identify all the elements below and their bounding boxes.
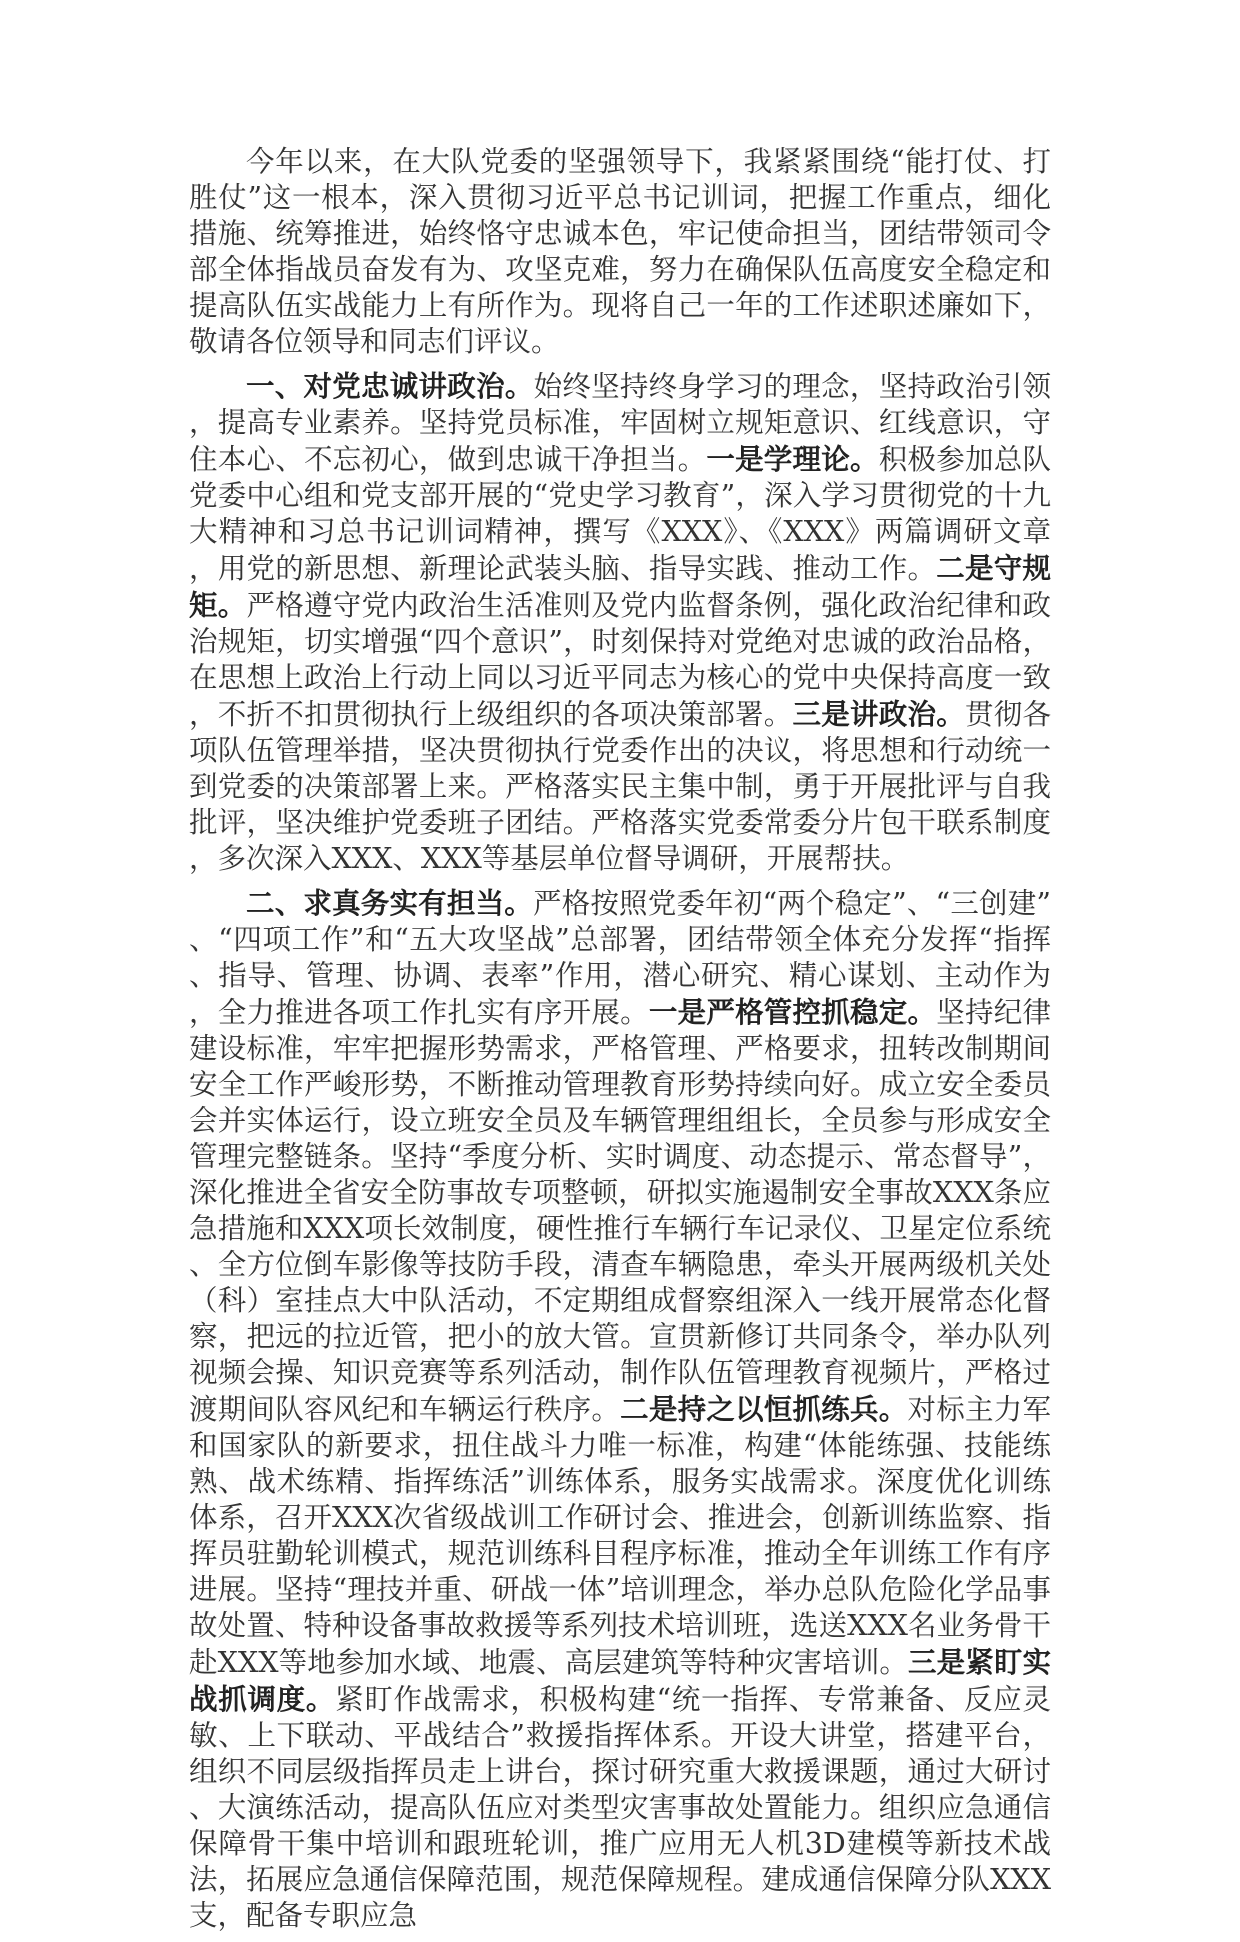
intro-paragraph — [189, 144, 1051, 360]
document-body — [189, 144, 1051, 1942]
section-2-point-3-text: 紧盯作战需求，积极构建“统一指挥、专常兼备、反应灵敏、上下联动、平战结合”救援指挥体系。开设大讲堂，搭建平台，组织不同层级指挥员走上讲台，探讨研究重大救援课题，通过大研讨、大演练活动，提高队伍应对类型灾害事故处置能力。组织应急通信保障骨干集中培训和跟班轮训，推广应用无人机3D建模等新技术战法，拓展应急通信保障范围，规范保障规程。建成通信保障分队XXX支，配备专职应急 — [189, 1683, 1051, 1932]
section-2-heading: 二、求真务实有担当。 — [246, 886, 533, 920]
section-2-paragraph — [189, 885, 1051, 1934]
section-1-point-2-heading: 二是守规矩。 — [189, 551, 1051, 622]
section-2-point-1-heading: 一是严格管控抓稳定。 — [648, 995, 937, 1029]
section-1-point-3-text: 贯彻各项队伍管理举措，坚决贯彻执行党委作出的决议，将思想和行动统一到党委的决策部署上来。严格落实民主集中制，勇于开展批评与自我批评，坚决维护党委班子团结。严格落实党委常委分片包干联系制度，多次深入XXX、XXX等基层单位督导调研，开展帮扶。 — [189, 698, 1051, 875]
section-1-point-1-heading: 一是学理论。 — [706, 442, 879, 476]
section-1-paragraph — [189, 368, 1051, 877]
section-1-point-3-heading: 三是讲政治。 — [792, 697, 965, 731]
section-1-intro-text: 始终坚持终身学习的理念，坚持政治引领，提高专业素养。坚持党员标准，牢固树立规矩意识、红线意识，守住本心、不忘初心，做到忠诚干净担当。 — [189, 370, 1051, 476]
section-1-point-1-text: 积极参加总队党委中心组和党支部开展的“党史学习教育”，深入学习贯彻党的十九大精神和习总书记训词精神，撰写《XXX》、《XXX》两篇调研文章，用党的新思想、新理论武装头脑、指导实践、推动工作。 — [189, 443, 1051, 585]
section-2-intro-text: 严格按照党委年初“两个稳定”、“三创建”、“四项工作”和“五大攻坚战”总部署，团结带领全体充分发挥“指挥、指导、管理、协调、表率”作用，潜心研究、精心谋划、主动作为，全力推进各项工作扎实有序开展。 — [189, 887, 1051, 1029]
section-1-point-2-text: 严格遵守党内政治生活准则及党内监督条例，强化政治纪律和政治规矩，切实增强“四个意识”，时刻保持对党绝对忠诚的政治品格，在思想上政治上行动上同以习近平同志为核心的党中央保持高度一致，不折不扣贯彻执行上级组织的各项决策部署。 — [189, 589, 1051, 731]
section-2-point-3-heading: 三是紧盯实战抓调度。 — [189, 1645, 1051, 1716]
section-2-point-1-text: 坚持纪律建设标准，牢牢把握形势需求，严格管理、严格要求，扭转改制期间安全工作严峻形势，不断推动管理教育形势持续向好。成立安全委员会并实体运行，设立班安全员及车辆管理组组长，全员参与形成安全管理完整链条。坚持“季度分析、实时调度、动态提示、常态督导”，深化推进全省安全防事故专项整顿，研拟实施遏制安全事故XXX条应急措施和XXX项长效制度，硬性推行车辆行车记录仪、卫星定位系统、全方位倒车影像等技防手段，清查车辆隐患，牵头开展两级机关处（科）室挂点大中队活动，不定期组成督察组深入一线开展常态化督察，把远的拉近管，把小的放大管。宣贯新修订共同条令，举办队列视频会操、知识竞赛等系列活动，制作队伍管理教育视频片，严格过渡期间队容风纪和车辆运行秩序。 — [189, 996, 1051, 1426]
section-1-heading: 一、对党忠诚讲政治。 — [246, 369, 534, 403]
section-2-point-2-text: 对标主力军和国家队的新要求，扭住战斗力唯一标准，构建“体能练强、技能练熟、战术练精、指挥练活”训练体系，服务实战需求。深度优化训练体系，召开XXX次省级战训工作研讨会、推进会，创新训练监察、指挥员驻勤轮训模式，规范训练科目程序标准，推动全年训练工作有序进展。坚持“理技并重、研战一体”培训理念，举办总队危险化学品事故处置、特种设备事故救援等系列技术培训班，选送XXX名业务骨干赴XXX等地参加水域、地震、高层建筑等特种灾害培训。 — [189, 1393, 1051, 1679]
section-2-point-2-heading: 二是持之以恒抓练兵。 — [620, 1392, 908, 1426]
intro-text: 今年以来，在大队党委的坚强领导下，我紧紧围绕“能打仗、打胜仗”这一根本，深入贯彻习近平总书记训词，把握工作重点，细化措施、统筹推进，始终恪守忠诚本色，牢记使命担当，团结带领司令部全体指战员奋发有为、攻坚克难，努力在确保队伍高度安全稳定和提高队伍实战能力上有所作为。现将自己一年的工作述职述廉如下，敬请各位领导和同志们评议。 — [189, 145, 1051, 358]
